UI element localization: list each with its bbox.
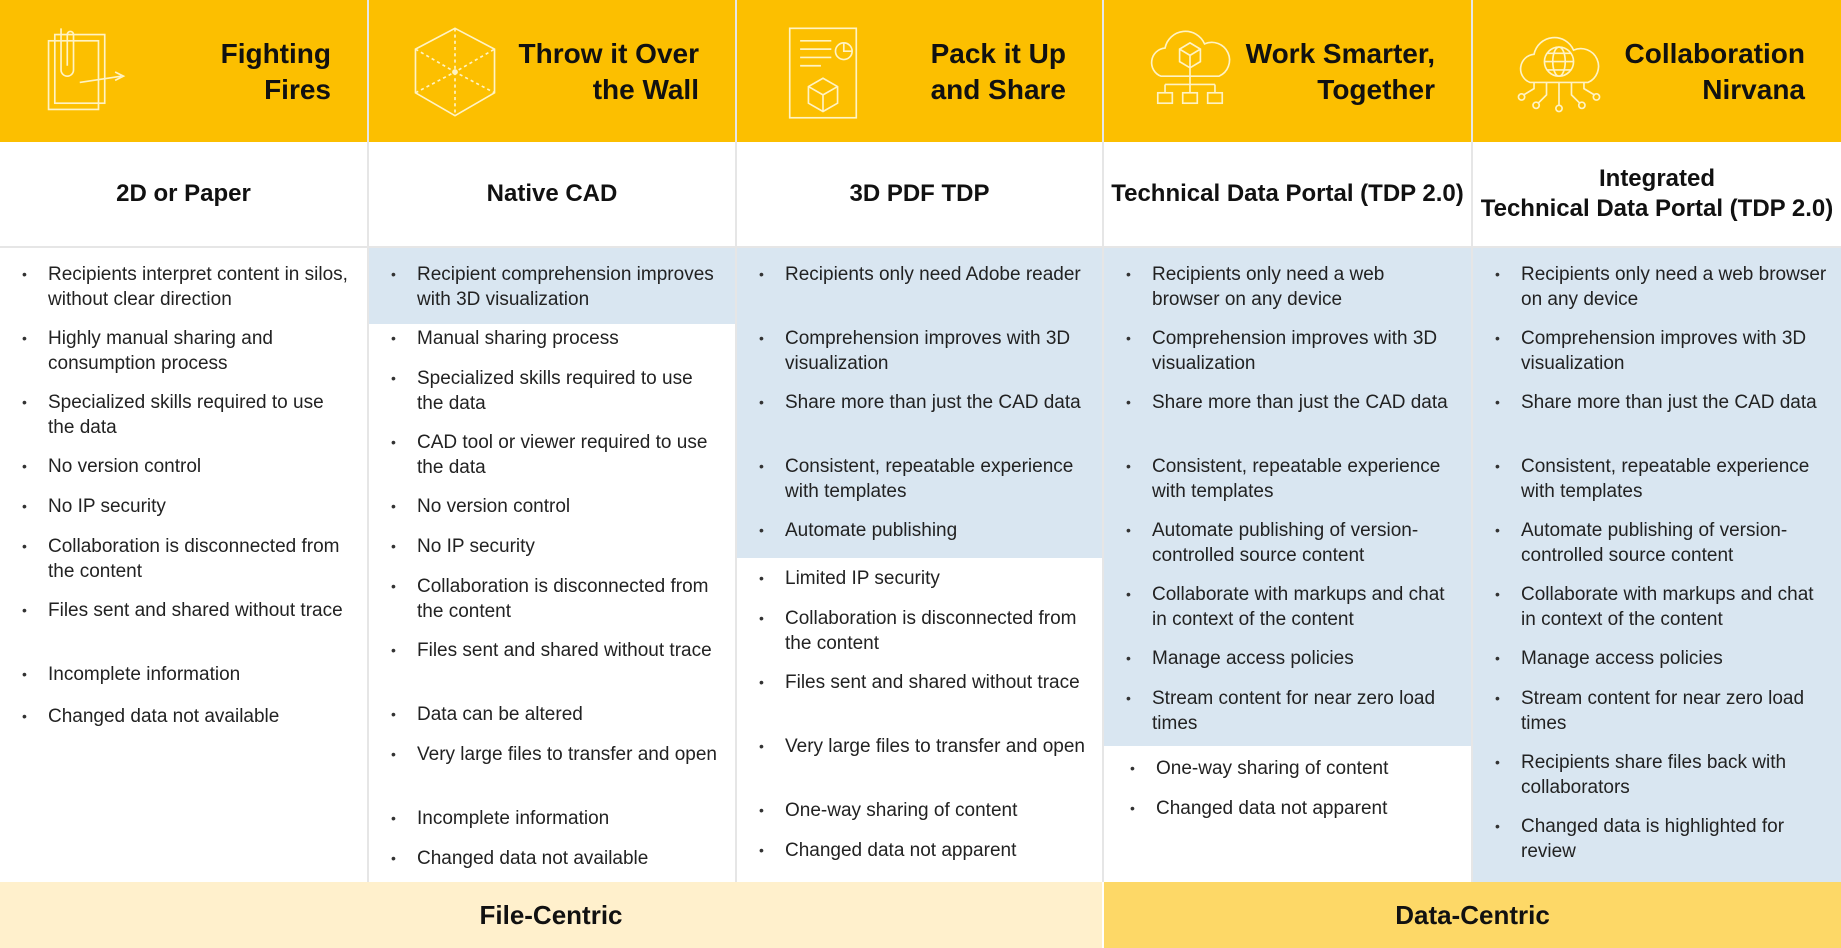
list-item: • Recipients interpret content in silos, without clear direction <box>48 262 353 312</box>
list-item: • Comprehension improves with 3D visualization <box>1152 326 1457 376</box>
column-body <box>1104 248 1471 882</box>
list-item: • Comprehension improves with 3D visualization <box>785 326 1088 376</box>
list-item: • Collaboration is disconnected from the content <box>785 606 1088 656</box>
list-item: • No version control <box>417 494 721 519</box>
list-item: • Limited IP security <box>785 566 1088 591</box>
column-collaboration-nirvana <box>1473 0 1841 882</box>
column-header <box>1473 0 1841 142</box>
column-work-smarter <box>1104 0 1473 882</box>
list-item: • No IP security <box>417 534 721 559</box>
list-item: • Changed data not available <box>48 704 353 729</box>
list-item: • Changed data not available <box>417 846 721 871</box>
list-item: • Collaborate with markups and chat in context of the content <box>1152 582 1457 632</box>
stage-title: Throw it Over the Wall <box>518 38 699 105</box>
list-item: • Collaboration is disconnected from the content <box>417 574 721 624</box>
list-item: • Share more than just the CAD data <box>1521 390 1827 415</box>
cloud-network-icon <box>1138 20 1242 124</box>
benefits-block <box>1473 248 1841 882</box>
list-item: • Recipients only need Adobe reader <box>785 262 1088 287</box>
column-header <box>737 0 1102 142</box>
list-item: • Specialized skills required to use the data <box>417 366 721 416</box>
list-item: • Comprehension improves with 3D visualization <box>1521 326 1827 376</box>
list-item: • Very large files to transfer and open <box>417 742 721 767</box>
stage-title: Pack it Up and Share <box>930 38 1066 105</box>
list-item: • One-way sharing of content <box>785 798 1088 823</box>
list-item: • Consistent, repeatable experience with templates <box>1152 454 1457 504</box>
list-item: • Incomplete information <box>417 806 721 831</box>
list-item: • Specialized skills required to use the data <box>48 390 353 440</box>
list-item: • Highly manual sharing and consumption process <box>48 326 353 376</box>
list-item: • Collaboration is disconnected from the content <box>48 534 353 584</box>
list-item: • One-way sharing of content <box>1156 756 1457 781</box>
list-item: • Recipient comprehension improves with 3D visualization <box>417 262 721 312</box>
list-item: • Very large files to transfer and open <box>785 734 1088 759</box>
column-body <box>0 248 367 882</box>
challenges-block <box>1104 746 1471 882</box>
benefits-block <box>1104 248 1471 746</box>
list-item: • Automate publishing of version-controlled source content <box>1521 518 1827 568</box>
challenges-block <box>0 248 367 882</box>
approach-subtitle: Native CAD <box>369 142 735 248</box>
paperclip-documents-icon <box>34 20 138 124</box>
list-item: • Recipients share files back with collaborators <box>1521 750 1827 800</box>
list-item: • Manage access policies <box>1521 646 1827 671</box>
list-item: • Files sent and shared without trace <box>785 670 1088 695</box>
stage-title: Fighting Fires <box>220 38 331 105</box>
list-item: • Consistent, repeatable experience with templates <box>785 454 1088 504</box>
list-item: • Share more than just the CAD data <box>1152 390 1457 415</box>
column-body <box>369 248 735 882</box>
challenges-block <box>369 324 735 882</box>
column-header <box>369 0 735 142</box>
list-item: • CAD tool or viewer required to use the data <box>417 430 721 480</box>
challenges-block <box>737 558 1102 882</box>
list-item: • Changed data not apparent <box>1156 796 1457 821</box>
column-header <box>0 0 367 142</box>
file-centric-band: File-Centric <box>0 882 1102 948</box>
list-item: • Files sent and shared without trace <box>417 638 721 663</box>
list-item: • Changed data not apparent <box>785 838 1088 863</box>
benefits-block <box>369 248 735 324</box>
list-item: • Share more than just the CAD data <box>785 390 1088 415</box>
list-item: • Recipients only need a web browser on any device <box>1152 262 1457 312</box>
stage-title: Collaboration Nirvana <box>1624 38 1805 105</box>
cloud-globe-icon <box>1507 20 1611 124</box>
approach-subtitle: Integrated Technical Data Portal (TDP 2.0) <box>1473 142 1841 248</box>
list-item: • Stream content for near zero load times <box>1521 686 1827 736</box>
list-item: • Recipients only need a web browser on any device <box>1521 262 1827 312</box>
list-item: • Manage access policies <box>1152 646 1457 671</box>
document-with-cube-icon <box>771 20 875 124</box>
data-centric-band: Data-Centric <box>1104 882 1841 948</box>
column-throw-over-wall <box>369 0 737 882</box>
stage-title: Work Smarter, Together <box>1245 38 1435 105</box>
column-body <box>737 248 1102 882</box>
list-item: • Data can be altered <box>417 702 721 727</box>
column-body <box>1473 248 1841 882</box>
list-item: • Collaborate with markups and chat in context of the content <box>1521 582 1827 632</box>
column-header <box>1104 0 1471 142</box>
list-item: • Manual sharing process <box>417 326 721 351</box>
list-item: • Files sent and shared without trace <box>48 598 353 623</box>
wireframe-cube-icon <box>403 20 507 124</box>
list-item: • No IP security <box>48 494 353 519</box>
list-item: • Stream content for near zero load times <box>1152 686 1457 736</box>
list-item: • Automate publishing of version-controlled source content <box>1152 518 1457 568</box>
list-item: • Consistent, repeatable experience with templates <box>1521 454 1827 504</box>
approach-subtitle: 3D PDF TDP <box>737 142 1102 248</box>
benefits-block <box>737 248 1102 558</box>
approach-subtitle: 2D or Paper <box>0 142 367 248</box>
list-item: • Incomplete information <box>48 662 353 687</box>
column-pack-it-up <box>737 0 1104 882</box>
list-item: • Automate publishing <box>785 518 1088 543</box>
approach-subtitle: Technical Data Portal (TDP 2.0) <box>1104 142 1471 248</box>
list-item: • No version control <box>48 454 353 479</box>
list-item: • Changed data is highlighted for review <box>1521 814 1827 864</box>
column-fighting-fires <box>0 0 369 882</box>
